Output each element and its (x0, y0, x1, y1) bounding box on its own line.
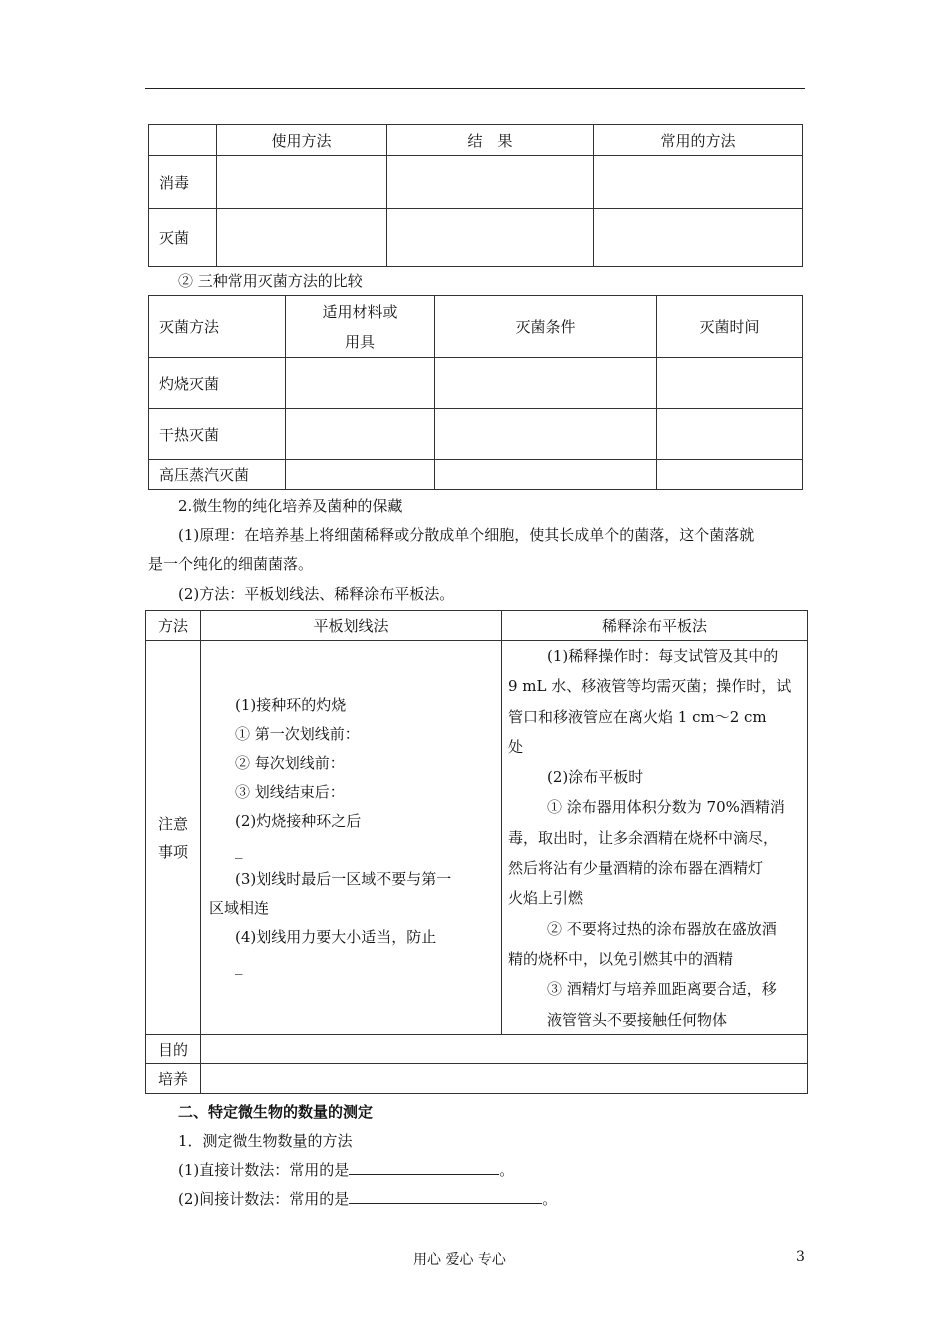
spread-note-line: ② 不要将过热的涂布器放在盛放酒 (547, 919, 777, 938)
empty-cell (435, 409, 657, 460)
empty-cell (387, 209, 594, 267)
streak-note-line: ① 第一次划线前： (235, 725, 360, 743)
row-label: 灼烧灭菌 (149, 358, 286, 409)
streak-note-line: (2)灼烧接种环之后 (235, 812, 362, 830)
empty-cell (201, 1064, 808, 1094)
table-header-row (146, 611, 808, 641)
table-header-cell: 灭菌条件 (435, 296, 657, 358)
table-header-cell (286, 296, 435, 358)
spread-note-line: 毒，取出时，让多余酒精在烧杯中滴尽， (508, 828, 779, 847)
spread-note-line: (1)稀释操作时：每支试管及其中的 (547, 647, 779, 665)
spread-note-line: 精的烧杯中，以免引燃其中的酒精 (508, 949, 734, 968)
table-row (146, 1035, 808, 1064)
answer-blank[interactable] (349, 1189, 542, 1204)
page-number: 3 (796, 1249, 805, 1265)
table-row (149, 460, 803, 490)
spread-note-line: 管口和移液管应在离火焰 1 cm～2 cm (508, 707, 767, 726)
spread-note-line: 液管管头不要接触任何物体 (547, 1010, 728, 1029)
table-header-cell: 常用的方法 (594, 125, 803, 156)
footer-motto: 用心 爱心 专心 (413, 1252, 506, 1268)
indirect-count-text: (2)间接计数法：常用的是 (178, 1190, 350, 1208)
principle-text: 是一个纯化的细菌菌落。 (148, 555, 314, 573)
table-row (146, 1064, 808, 1094)
part-heading: 二、特定微生物的数量的测定 (178, 1103, 374, 1121)
row-label-line: 事项 (157, 842, 188, 861)
table-row (146, 641, 808, 1035)
row-label: 高压蒸汽灭菌 (149, 460, 286, 490)
empty-cell (594, 209, 803, 267)
table-row (149, 209, 803, 267)
empty-cell (286, 358, 435, 409)
table-header-cell (149, 125, 217, 156)
purification-methods-table (145, 610, 808, 1094)
empty-cell (217, 156, 387, 209)
streak-note-line: _ (235, 957, 243, 975)
empty-cell (594, 156, 803, 209)
principle-text: (1)原理：在培养基上将细菌稀释或分散成单个细胞，使其长成单个的菌落，这个菌落就 (178, 526, 755, 544)
table-row (149, 358, 803, 409)
empty-cell (217, 209, 387, 267)
streak-note-line: _ (235, 841, 243, 859)
empty-cell (657, 358, 803, 409)
table-header-cell: 结 果 (387, 125, 594, 156)
table-header-cell: 方法 (146, 611, 201, 641)
spread-note-line: 火焰上引燃 (508, 889, 584, 908)
streak-note-line: (1)接种环的灼烧 (235, 696, 347, 714)
header-rule (145, 88, 805, 89)
row-label: 消毒 (149, 156, 217, 209)
row-label: 灭菌 (149, 209, 217, 267)
table-header-row (149, 296, 803, 358)
empty-cell (387, 156, 594, 209)
indirect-count-line (178, 1188, 557, 1209)
empty-cell (435, 358, 657, 409)
sterilization-table (148, 295, 803, 490)
empty-cell (657, 409, 803, 460)
table-header-cell: 平板划线法 (201, 611, 502, 641)
empty-cell (657, 460, 803, 490)
direct-count-text: (1)直接计数法：常用的是 (178, 1161, 350, 1179)
table-row (149, 156, 803, 209)
part-item: 1．测定微生物数量的方法 (178, 1132, 353, 1150)
direct-count-line (178, 1159, 514, 1180)
spread-note-line: (2)涂布平板时 (547, 768, 644, 787)
empty-cell (201, 1035, 808, 1064)
table-header-cell: 使用方法 (217, 125, 387, 156)
answer-blank[interactable] (349, 1160, 499, 1175)
section-title: 2.微生物的纯化培养及菌种的保藏 (178, 497, 403, 515)
streak-note-line: (3)划线时最后一区域不要与第一 (235, 870, 452, 888)
period: 。 (542, 1190, 558, 1208)
table-header-cell: 灭菌方法 (149, 296, 286, 358)
spread-note-line: ① 涂布器用体积分数为 70%酒精消 (547, 798, 785, 817)
row-label-line: 注意 (157, 814, 188, 833)
period: 。 (499, 1161, 515, 1179)
streak-notes-text (209, 691, 451, 981)
empty-cell (435, 460, 657, 490)
spread-note-line: ③ 酒精灯与培养皿距离要合适，移 (547, 980, 777, 999)
disinfection-table (148, 124, 803, 267)
streak-note-line: (4)划线用力要大小适当，防止 (235, 928, 437, 946)
header-line: 用具 (344, 332, 375, 351)
row-label (146, 641, 201, 1035)
empty-cell (286, 460, 435, 490)
streak-note-line: 区域相连 (209, 899, 270, 917)
row-label: 干热灭菌 (149, 409, 286, 460)
spread-note-line: 处 (508, 737, 524, 756)
streak-note-line: ③ 划线结束后： (235, 783, 345, 801)
streak-note-line: ② 每次划线前： (235, 754, 345, 772)
table2-caption: ② 三种常用灭菌方法的比较 (178, 272, 363, 290)
streak-plate-notes (201, 641, 502, 1035)
method-text: (2)方法：平板划线法、稀释涂布平板法。 (178, 585, 455, 603)
header-line: 适用材料或 (322, 302, 398, 321)
spread-notes-text (508, 641, 791, 1035)
empty-cell (286, 409, 435, 460)
row-label: 目的 (146, 1035, 201, 1064)
spread-note-line: 然后将沾有少量酒精的涂布器在酒精灯 (508, 859, 764, 878)
table-header-row (149, 125, 803, 156)
spread-note-line: 9 mL 水、移液管等均需灭菌；操作时，试 (508, 677, 792, 696)
row-label: 培养 (146, 1064, 201, 1094)
table-header-cell: 稀释涂布平板法 (502, 611, 808, 641)
spread-plate-notes (502, 641, 808, 1035)
table-row (149, 409, 803, 460)
table-header-cell: 灭菌时间 (657, 296, 803, 358)
